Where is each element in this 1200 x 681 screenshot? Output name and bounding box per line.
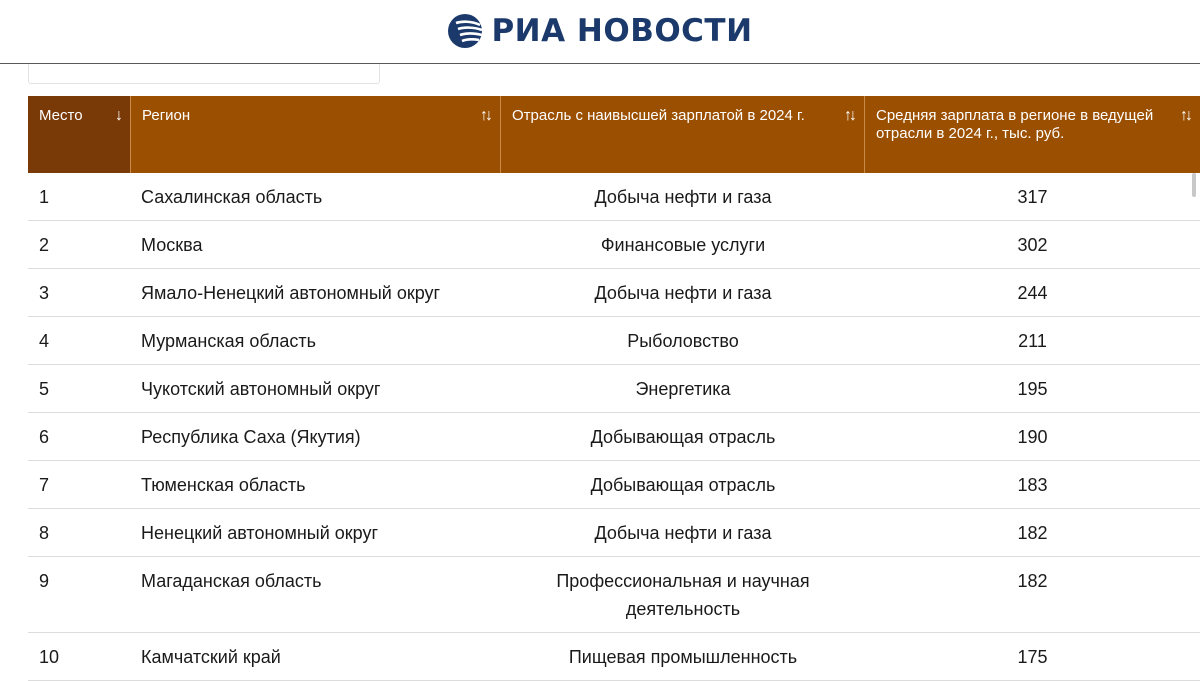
column-header-industry[interactable] (501, 96, 865, 173)
sort-desc-icon[interactable]: ↓ (115, 107, 120, 124)
salary-cell: 182 (1017, 523, 1048, 543)
salary-cell: 175 (1017, 647, 1048, 667)
salary-table (28, 96, 1200, 681)
rank-cell: 4 (39, 331, 50, 351)
region-cell: Республика Саха (Якутия) (141, 427, 361, 447)
region-cell: Чукотский автономный округ (141, 379, 381, 399)
rank-cell: 6 (39, 427, 50, 447)
industry-cell: Энергетика (635, 379, 731, 399)
industry-cell: Добыча нефти и газа (594, 283, 772, 303)
region-cell: Тюменская область (141, 475, 306, 495)
rank-cell: 10 (39, 647, 60, 667)
table-row (28, 317, 1200, 365)
table-row (28, 461, 1200, 509)
rank-cell: 5 (39, 379, 50, 399)
column-header-label: Средняя зарплата в регионе в ведущей отрасли в 2024 г., тыс. руб. (876, 107, 1154, 142)
column-header-rank[interactable] (28, 96, 131, 173)
industry-cell: Пищевая промышленность (568, 647, 798, 667)
table-row (28, 413, 1200, 461)
table-row (28, 221, 1200, 269)
industry-cell: Финансовые услуги (600, 235, 766, 255)
industry-cell: Добывающая отрасль (590, 427, 776, 447)
region-cell: Сахалинская область (141, 187, 323, 207)
salary-cell: 302 (1017, 235, 1048, 255)
ria-globe-icon (447, 13, 483, 49)
industry-cell: Добыча нефти и газа (594, 523, 772, 543)
column-header-label: Место (39, 107, 83, 124)
salary-cell: 317 (1017, 187, 1048, 207)
sort-toggle-icon[interactable]: ↑↓ (844, 107, 854, 124)
rank-cell: 2 (39, 235, 50, 255)
rank-cell: 8 (39, 523, 50, 543)
table-row (28, 509, 1200, 557)
region-cell: Магаданская область (141, 571, 322, 591)
table-row (28, 557, 1200, 633)
table-row (28, 633, 1200, 681)
region-cell: Камчатский край (141, 647, 281, 667)
ria-logo[interactable] (447, 13, 752, 49)
table-row (28, 365, 1200, 413)
industry-cell: Рыболовство (627, 331, 739, 351)
rank-cell: 1 (39, 187, 50, 207)
column-header-salary[interactable] (865, 96, 1200, 173)
industry-cell: Профессиональная и научная деятельность (556, 571, 810, 619)
salary-cell: 190 (1017, 427, 1048, 447)
rank-cell: 3 (39, 283, 50, 303)
sort-toggle-icon[interactable]: ↑↓ (1180, 107, 1190, 124)
table-row (28, 269, 1200, 317)
region-cell: Мурманская область (141, 331, 317, 351)
region-cell: Ямало-Ненецкий автономный округ (141, 283, 441, 303)
column-header-label: Отрасль с наивысшей зарплатой в 2024 г. (512, 107, 805, 124)
rank-cell: 7 (39, 475, 50, 495)
table-header (28, 96, 1200, 173)
salary-cell: 244 (1017, 283, 1048, 303)
region-cell: Ненецкий автономный округ (141, 523, 379, 543)
column-header-label: Регион (142, 107, 191, 124)
table-row (28, 173, 1200, 221)
salary-cell: 182 (1017, 571, 1048, 591)
salary-cell: 183 (1017, 475, 1048, 495)
brand-name: РИА НОВОСТИ (491, 12, 753, 49)
column-header-region[interactable] (131, 96, 501, 173)
sort-toggle-icon[interactable]: ↑↓ (480, 107, 490, 124)
industry-cell: Добывающая отрасль (590, 475, 776, 495)
salary-cell: 211 (1018, 331, 1047, 351)
table-body (28, 173, 1200, 681)
region-cell: Москва (141, 235, 203, 255)
site-header (0, 0, 1200, 64)
industry-cell: Добыча нефти и газа (594, 187, 772, 207)
table-search-input[interactable] (28, 64, 380, 84)
table-scrollbar[interactable] (1192, 173, 1196, 197)
rank-cell: 9 (39, 571, 50, 591)
salary-cell: 195 (1017, 379, 1048, 399)
